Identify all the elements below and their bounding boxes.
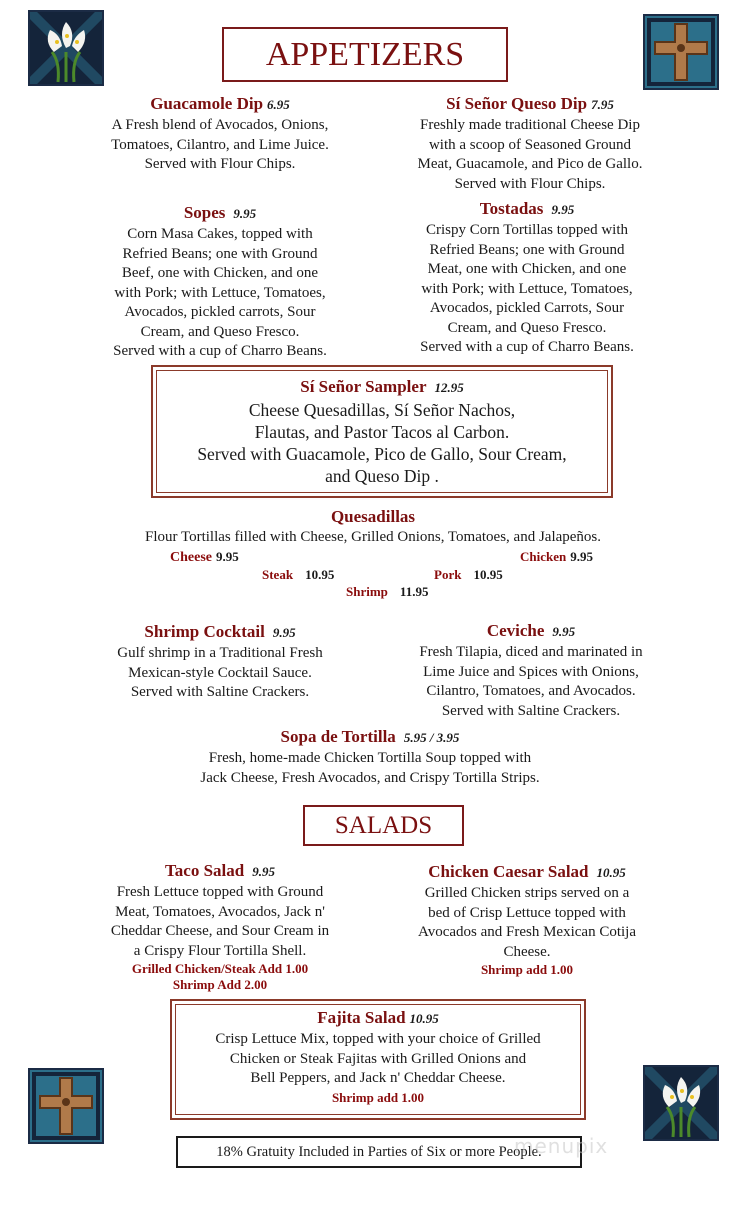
desc-line: Meat, Guacamole, and Pico de Gallo. [417,156,643,172]
desc-line: Meat, Tomatoes, Avocados, Jack n' [115,903,325,920]
desc-line: Avocados, pickled carrots, Sour [124,304,316,320]
addon-line: Shrimp add 1.00 [331,1089,425,1105]
addon-line: Shrimp Add 2.00 [172,977,268,992]
item-name: Sopa de Tortilla [280,727,396,746]
desc-line: A Fresh blend of Avocados, Onions, [111,117,329,133]
salads-header: SALADS [303,805,464,846]
sopa-de-tortilla-item [170,726,570,788]
desc-line: Jack Cheese, Fresh Avocados, and Crispy Tortilla Strips. [200,769,540,786]
desc-line: Served with Flour Chips. [454,175,606,192]
fajita-salad-box [170,999,586,1120]
quesadillas-item [0,506,746,548]
quesadilla-option-chicken: Chicken 9.95 [520,549,593,564]
item-name: Quesadillas [330,507,416,526]
tostadas-item [367,198,687,358]
desc-line: Cilantro, Tomatoes, and Avocados. [426,683,636,699]
desc-line: Fresh Tilapia, diced and marinated in [419,644,643,660]
item-name: Sí Señor Queso Dip [446,94,588,113]
item-name: Sí Señor Sampler [300,377,427,396]
desc-line: Tomatoes, Cilantro, and Lime Juice. [111,136,329,153]
desc-line: Avocados and Fresh Mexican Cotija [417,924,636,940]
desc-line: Fresh Lettuce topped with Ground [116,884,324,900]
desc-line: Refried Beans; one with Ground [429,241,625,258]
item-price: 9.95 [552,624,576,639]
desc-line: Refried Beans; one with Ground [122,245,318,262]
desc-line: Crisp Lettuce Mix, topped with your choice of Grilled [215,1031,541,1047]
item-price: 5.95 / 3.95 [403,730,460,745]
guacamole-dip-item [60,93,380,175]
taco-salad-item [60,860,380,993]
desc-line: with a scoop of Seasoned Ground [428,136,632,153]
desc-line: Meat, one with Chicken, and one [427,261,627,277]
desc-line: Served with Guacamole, Pico de Gallo, Sour Cream, [197,444,567,464]
desc-line: and Queso Dip . [325,466,439,486]
item-price: 7.95 [591,97,614,112]
desc-line: Corn Masa Cakes, topped with [127,226,313,242]
item-name: Ceviche [486,621,545,640]
item-name: Shrimp Cocktail [144,622,265,641]
item-price: 6.95 [267,97,290,112]
sampler-box [151,365,613,498]
desc-line: Cheddar Cheese, and Sour Cream in [110,923,330,939]
desc-line: Bell Peppers, and Jack n' Cheddar Cheese. [250,1070,506,1086]
desc-line: Flour Tortillas filled with Cheese, Grilled Onions, Tomatoes, and Jalapeños. [144,529,602,545]
addon-line: Shrimp add 1.00 [480,962,574,977]
desc-line: Served with Saltine Crackers. [441,702,621,719]
calla-lily-tile-icon [643,1065,719,1141]
item-price: 10.95 [409,1011,439,1026]
sopes-item [60,202,380,362]
desc-line: Cream, and Queso Fresco. [447,319,607,336]
item-name: Fajita Salad [317,1008,406,1027]
item-price: 9.95 [252,864,275,879]
item-price: 9.95 [233,206,257,221]
calla-lily-tile-icon [28,10,104,86]
desc-line: Served with Saltine Crackers. [130,684,310,700]
quesadilla-option-pork: Pork 10.95 [434,567,503,582]
desc-line: Freshly made traditional Cheese Dip [420,117,640,133]
queso-dip-item [370,93,690,194]
addon-line: Grilled Chicken/Steak Add 1.00 [131,961,309,976]
desc-line: a Crispy Flour Tortilla Shell. [133,942,307,959]
desc-line: Gulf shrimp in a Traditional Fresh [117,645,323,661]
desc-line: Mexican-style Cocktail Sauce. [128,664,312,681]
desc-line: Fresh, home-made Chicken Tortilla Soup topped with [208,750,532,766]
desc-line: Cheese Quesadillas, Sí Señor Nachos, [248,400,516,420]
quesadilla-option-shrimp: Shrimp 11.95 [346,584,429,599]
desc-line: Cream, and Queso Fresco. [140,323,300,340]
chicken-caesar-salad-item [367,861,687,978]
quesadilla-option-cheese: Cheese 9.95 [170,549,239,565]
desc-line: Chicken or Steak Fajitas with Grilled Onions and [229,1050,527,1067]
desc-line: Crispy Corn Tortillas topped with [425,222,628,238]
desc-line: Flautas, and Pastor Tacos al Carbon. [254,422,510,442]
desc-line: Served with Flour Chips. [144,156,296,172]
desc-line: bed of Crisp Lettuce topped with [428,904,626,921]
cross-tile-icon [643,14,719,90]
gratuity-note: 18% Gratuity Included in Parties of Six or more People. [176,1136,582,1168]
desc-line: Served with a cup of Charro Beans. [113,343,327,359]
item-price: 12.95 [434,380,464,395]
desc-line: Beef, one with Chicken, and one [121,265,319,281]
desc-line: Lime Juice and Spices with Onions, [423,663,639,680]
item-price: 10.95 [596,865,626,880]
desc-line: Grilled Chicken strips served on a [424,885,630,901]
desc-line: with Pork; with Lettuce, Tomatoes, [114,284,326,301]
desc-line: Cheese. [503,943,551,960]
ceviche-item [366,620,696,721]
desc-line: Avocados, pickled Carrots, Sour [429,300,625,316]
item-name: Chicken Caesar Salad [428,862,589,881]
desc-line: Served with a cup of Charro Beans. [420,339,634,355]
quesadilla-option-steak: Steak 10.95 [262,567,335,582]
shrimp-cocktail-item [60,621,380,703]
cross-tile-icon [28,1068,104,1144]
item-name: Guacamole Dip [150,94,264,113]
item-price: 9.95 [272,625,296,640]
desc-line: with Pork; with Lettuce, Tomatoes, [421,280,633,297]
item-name: Sopes [183,203,226,222]
appetizers-header: APPETIZERS [222,27,508,82]
item-price: 9.95 [551,202,575,217]
item-name: Tostadas [479,199,544,218]
item-name: Taco Salad [165,861,245,880]
watermark: menupix [514,1134,609,1158]
